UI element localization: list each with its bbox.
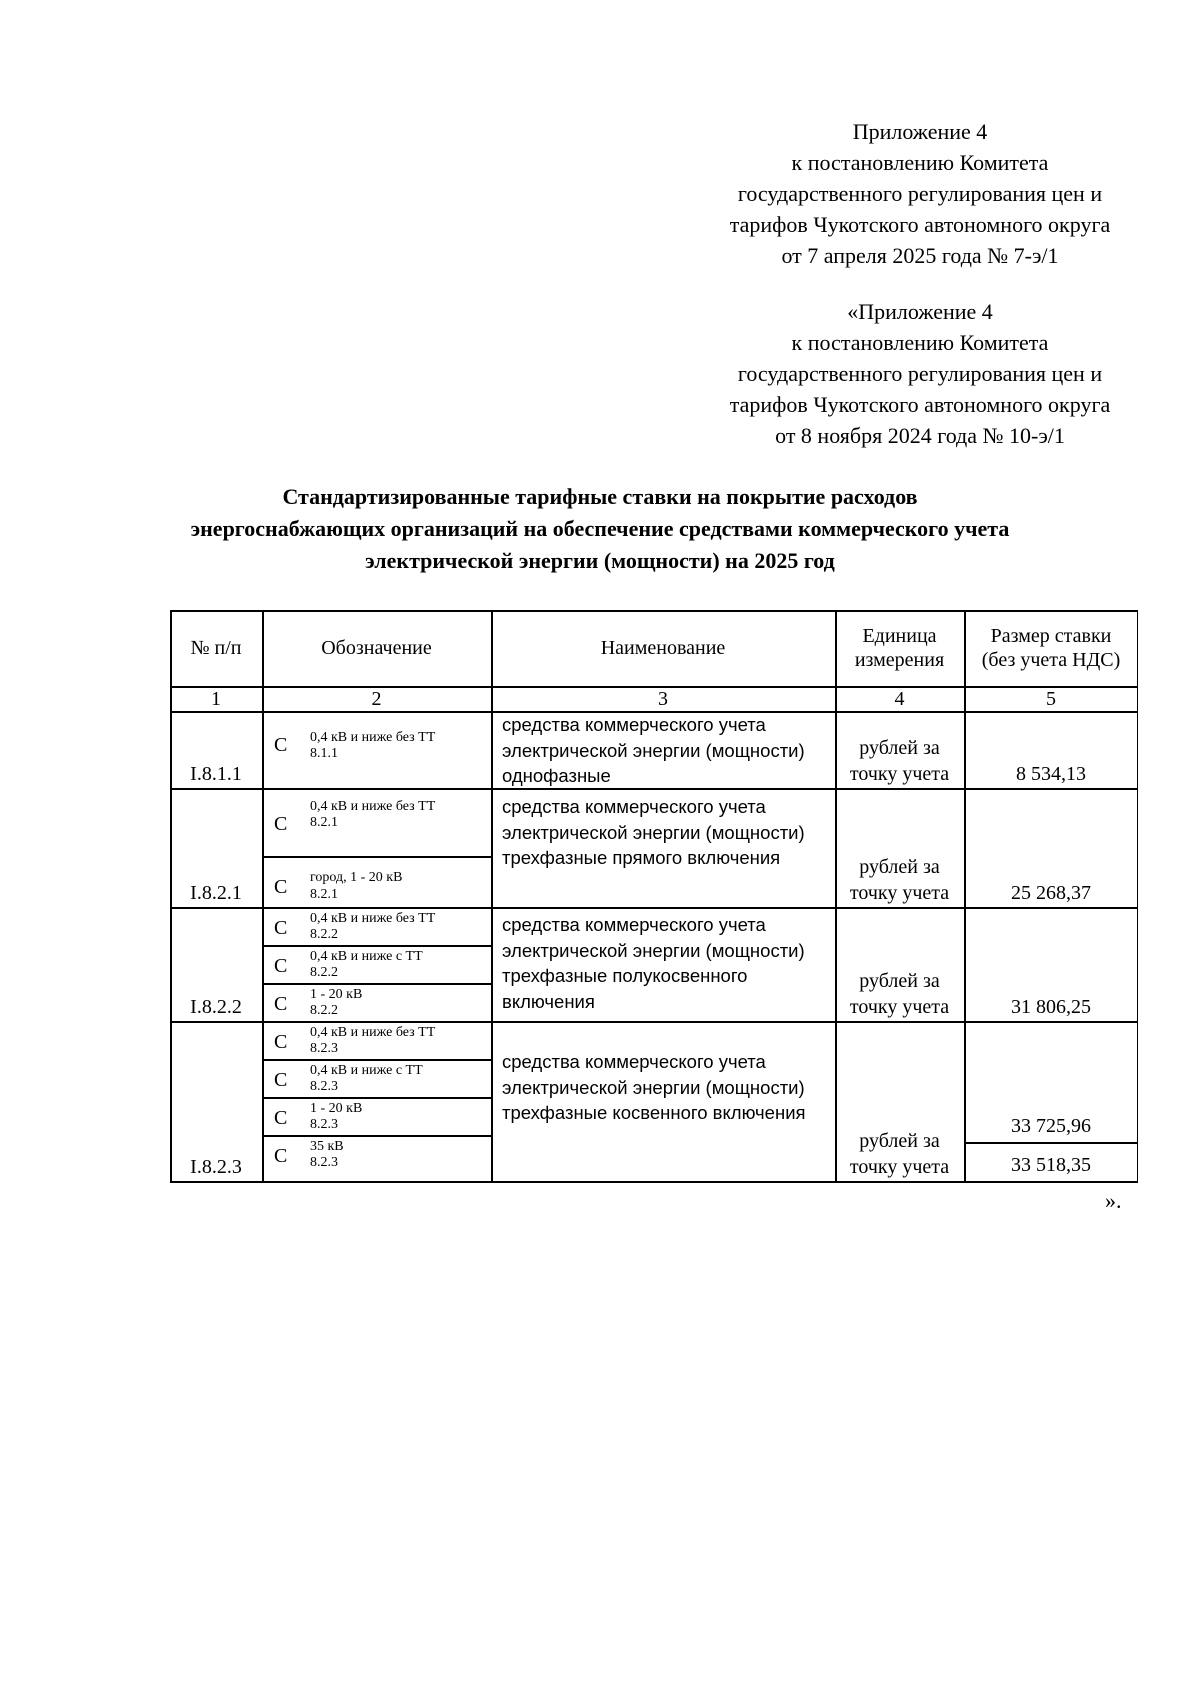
designation-voltage: 35 кВ xyxy=(310,1139,344,1154)
table-border xyxy=(1137,610,1139,1182)
designation-symbol: С xyxy=(274,1145,288,1167)
designation-voltage: 0,4 кВ и ниже без ТТ xyxy=(310,730,436,745)
table-rule xyxy=(170,907,1138,909)
column-number: 5 xyxy=(1046,688,1056,710)
designation-code: 8.2.1 xyxy=(310,815,338,830)
designation-voltage: 0,4 кВ и ниже без ТТ xyxy=(310,1025,436,1040)
title-line: Стандартизированные тарифные ставки на покрытие расходов xyxy=(282,484,918,509)
column-header-name: Наименование xyxy=(600,637,726,659)
header-line: тарифов Чукотского автономного округа xyxy=(729,212,1111,237)
designation-symbol: С xyxy=(274,993,288,1015)
designation-symbol: С xyxy=(274,1031,288,1053)
table-rule xyxy=(964,610,966,1182)
column-header-rate: Размер ставки (без учета НДС) xyxy=(981,625,1121,671)
table-rule xyxy=(964,1142,1138,1144)
designation-voltage: город, 1 - 20 кВ xyxy=(310,870,403,885)
row-id: I.8.2.2 xyxy=(190,996,242,1018)
row-rate: 31 806,25 xyxy=(1011,996,1091,1018)
designation-voltage: 0,4 кВ и ниже с ТТ xyxy=(310,949,423,964)
header-line: «Приложение 4 xyxy=(847,299,993,324)
designation-voltage: 0,4 кВ и ниже без ТТ xyxy=(310,911,436,926)
table-rule xyxy=(262,1135,491,1137)
header-line: от 7 апреля 2025 года № 7-э/1 xyxy=(781,243,1059,268)
table-rule xyxy=(835,610,837,1182)
designation-code: 8.2.3 xyxy=(310,1079,338,1094)
header-line: государственного регулирования цен и xyxy=(737,181,1103,206)
table-border xyxy=(170,610,1138,612)
row-rate: 33 725,96 xyxy=(1011,1115,1091,1137)
designation-voltage: 0,4 кВ и ниже с ТТ xyxy=(310,1063,423,1078)
designation-code: 8.2.2 xyxy=(310,965,338,980)
designation-symbol: С xyxy=(274,734,288,756)
table-border xyxy=(170,1181,1138,1183)
table-rule xyxy=(262,610,264,1182)
appendix-header xyxy=(690,116,1150,271)
header-line: от 8 ноября 2024 года № 10-э/1 xyxy=(775,423,1065,448)
row-id: I.8.2.1 xyxy=(190,882,242,904)
column-header-designation: Обозначение xyxy=(321,637,432,659)
designation-code: 8.2.3 xyxy=(310,1155,338,1170)
table-rule xyxy=(262,1097,491,1099)
designation-cell xyxy=(262,1060,491,1097)
column-header-unit: Единица измерения xyxy=(854,625,945,671)
column-number: 3 xyxy=(658,688,668,710)
column-number: 4 xyxy=(894,688,905,710)
header-line: тарифов Чукотского автономного округа xyxy=(729,392,1111,417)
designation-cell xyxy=(262,946,491,983)
document-title xyxy=(130,481,1070,577)
title-line: энергоснабжающих организаций на обеспечение средствами коммерческого учета xyxy=(190,516,1010,541)
designation-voltage: 1 - 20 кВ xyxy=(310,987,363,1002)
row-id: I.8.1.1 xyxy=(190,763,242,785)
header-line: к постановлению Комитета xyxy=(791,330,1049,355)
designation-code: 8.2.3 xyxy=(310,1117,338,1132)
header-line: Приложение 4 xyxy=(852,119,988,144)
table-rule xyxy=(170,711,1138,713)
designation-cell xyxy=(262,908,491,945)
designation-code: 8.2.2 xyxy=(310,927,338,942)
designation-voltage: 1 - 20 кВ xyxy=(310,1101,363,1116)
table-rule xyxy=(262,1059,491,1061)
header-line: государственного регулирования цен и xyxy=(737,361,1103,386)
designation-symbol: С xyxy=(274,1069,288,1091)
designation-cell xyxy=(262,1136,491,1181)
row-unit: рублей за точку учета xyxy=(849,1130,950,1178)
row-id: I.8.2.3 xyxy=(190,1156,242,1178)
designation-code: 8.1.1 xyxy=(310,746,338,761)
row-rate: 33 518,35 xyxy=(1011,1154,1091,1176)
row-rate: 25 268,37 xyxy=(1011,882,1091,904)
designation-cell xyxy=(262,1022,491,1059)
designation-cell xyxy=(262,789,491,856)
row-rate: 8 534,13 xyxy=(1016,763,1086,785)
table-rule xyxy=(170,686,1138,688)
column-number: 2 xyxy=(371,688,382,710)
designation-code: 8.2.1 xyxy=(310,887,338,902)
table-rule xyxy=(262,856,491,858)
row-name: средства коммерческого учета электрической энергии (мощности) трехфазные косвенного включения xyxy=(502,1051,806,1123)
designation-code: 8.2.3 xyxy=(310,1041,338,1056)
closing-quote: ». xyxy=(1105,1188,1122,1213)
designation-code: 8.2.2 xyxy=(310,1003,338,1018)
title-line: электрической энергии (мощности) на 2025 год xyxy=(365,548,835,573)
table-rule xyxy=(170,788,1138,790)
designation-symbol: С xyxy=(274,1107,288,1129)
designation-symbol: С xyxy=(274,813,288,835)
table-rule xyxy=(262,983,491,985)
table-border xyxy=(170,610,172,1182)
designation-cell xyxy=(262,712,491,788)
row-name: средства коммерческого учета электрической энергии (мощности) однофазные xyxy=(502,714,805,786)
column-number: 1 xyxy=(211,688,221,710)
row-name: средства коммерческого учета электрической энергии (мощности) трехфазные прямого включения xyxy=(502,796,805,868)
row-unit: рублей за точку учета xyxy=(849,737,950,785)
column-header-number: № п/п xyxy=(190,637,242,659)
rates-table xyxy=(170,610,1138,1182)
designation-voltage: 0,4 кВ и ниже без ТТ xyxy=(310,799,436,814)
designation-symbol: С xyxy=(274,955,288,977)
table-rule xyxy=(491,610,493,1182)
row-name: средства коммерческого учета электрической энергии (мощности) трехфазные полукосвенного включения xyxy=(502,914,805,1012)
designation-cell xyxy=(262,1098,491,1135)
designation-symbol: С xyxy=(274,917,288,939)
designation-cell xyxy=(262,857,491,907)
row-unit: рублей за точку учета xyxy=(849,856,950,904)
original-appendix-header xyxy=(690,296,1150,451)
designation-symbol: С xyxy=(274,876,288,898)
header-line: к постановлению Комитета xyxy=(791,150,1049,175)
table-rule xyxy=(262,945,491,947)
designation-cell xyxy=(262,984,491,1021)
row-unit: рублей за точку учета xyxy=(849,970,950,1018)
table-rule xyxy=(170,1021,1138,1023)
